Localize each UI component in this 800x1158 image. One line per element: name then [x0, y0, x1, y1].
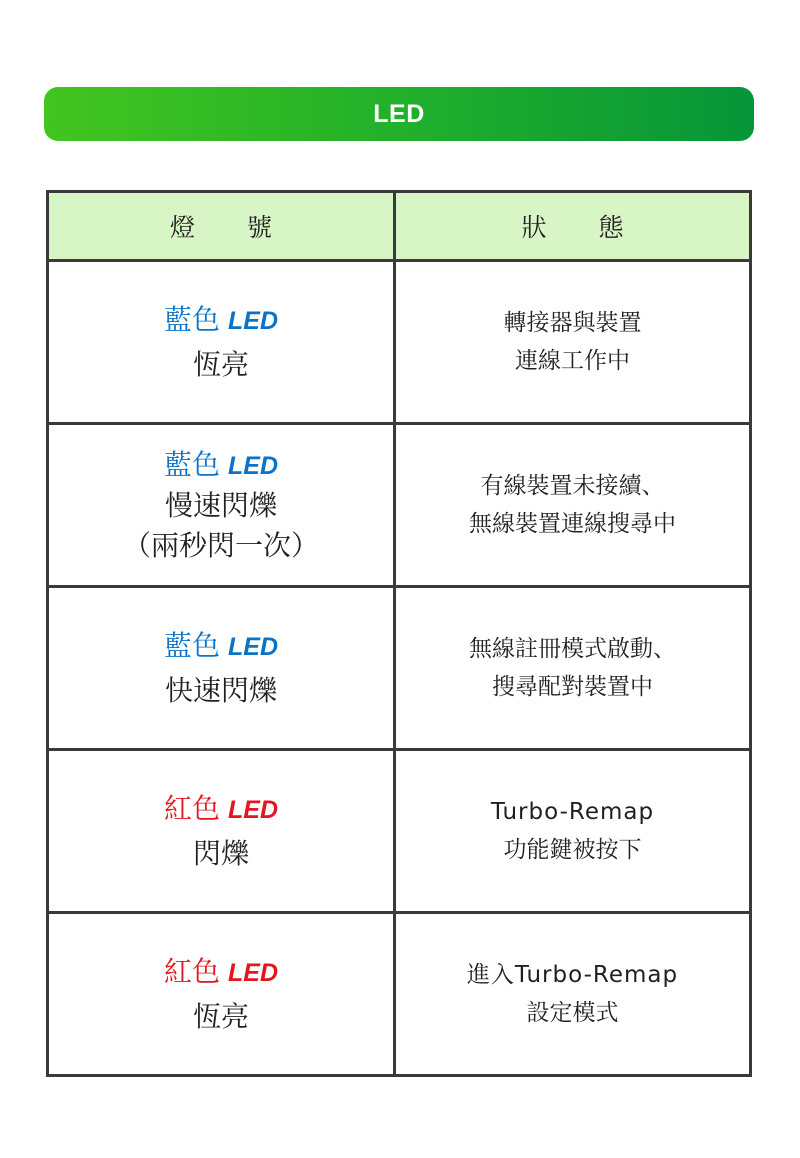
led-mode-text: 慢速閃爍: [164, 488, 277, 522]
column-header-signal: 燈 號: [48, 192, 395, 261]
status-text: 轉接器與裝置: [503, 310, 642, 336]
signal-cell: [48, 424, 395, 587]
signal-cell: [48, 913, 395, 1076]
led-mode-text: 恆亮: [192, 347, 249, 381]
signal-cell: [48, 587, 395, 750]
column-header-status: 狀 態: [395, 192, 751, 261]
status-cell: [395, 424, 751, 587]
status-text: 進入Turbo-Remap: [466, 962, 679, 988]
table-row: [48, 913, 751, 1076]
led-mode-text: 閃爍: [192, 836, 249, 870]
status-text: 功能鍵被按下: [503, 837, 642, 863]
status-text: 搜尋配對裝置中: [492, 674, 653, 700]
signal-cell: [48, 750, 395, 913]
table-row: [48, 261, 751, 424]
status-cell: [395, 913, 751, 1076]
led-color-label: 紅色 LED: [163, 791, 278, 825]
led-mode-text: 恆亮: [192, 999, 249, 1033]
led-mode-note: （兩秒閃一次）: [122, 528, 319, 562]
status-cell: [395, 750, 751, 913]
signal-cell: [48, 261, 395, 424]
status-text: 無線註冊模式啟動、: [469, 636, 676, 662]
table-row: [48, 424, 751, 587]
status-text: 設定模式: [526, 1000, 619, 1026]
section-title: LED: [373, 99, 425, 128]
led-color-label: 藍色 LED: [163, 302, 278, 336]
status-text: 無線裝置連線搜尋中: [469, 511, 676, 537]
table-row: [48, 750, 751, 913]
led-mode-text: 快速閃爍: [164, 673, 277, 707]
status-cell: [395, 261, 751, 424]
led-status-table: [46, 190, 752, 1077]
led-color-label: 藍色 LED: [163, 447, 278, 481]
status-text: 連線工作中: [515, 348, 630, 374]
section-banner: [44, 87, 754, 141]
table-header-row: [48, 192, 751, 261]
led-color-label: 紅色 LED: [163, 954, 278, 988]
status-cell: [395, 587, 751, 750]
table-row: [48, 587, 751, 750]
led-color-label: 藍色 LED: [163, 628, 278, 662]
status-text: 有線裝置未接續、: [480, 473, 665, 499]
status-text: Turbo-Remap: [490, 799, 655, 825]
